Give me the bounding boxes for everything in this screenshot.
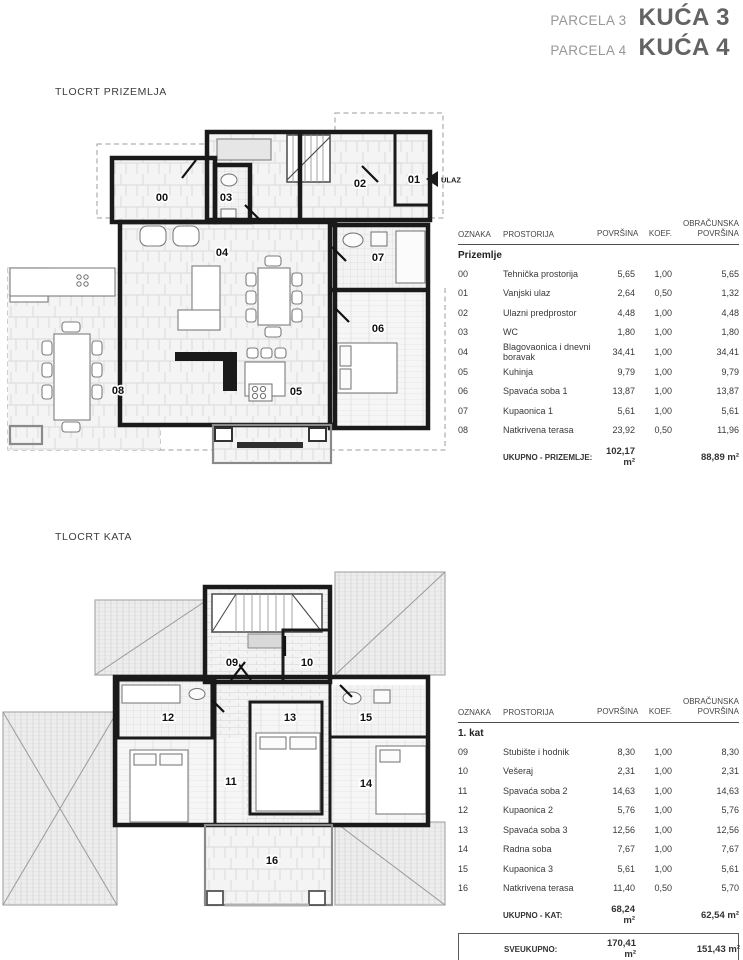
room-11-label: 11 [225, 776, 237, 788]
table-row [458, 382, 739, 402]
table-row [458, 284, 739, 304]
cell-prostorija: Stubište i hodnik [503, 746, 570, 757]
cell-oznaka: 03 [458, 327, 469, 338]
col-prostorija: PROSTORIJA [503, 708, 554, 717]
col-povrsina: POVRŠINA [597, 707, 639, 716]
grand-total-row [458, 933, 739, 960]
cell-povrsina: 11,40 [613, 883, 635, 894]
table-row [458, 840, 739, 860]
cell-obracunska: 5,76 [721, 805, 739, 816]
table-row [458, 801, 739, 821]
section-label: 1. kat [458, 728, 484, 739]
upper-total-row [458, 904, 739, 926]
cell-koef: 1,00 [654, 785, 672, 796]
cell-povrsina: 1,80 [617, 327, 635, 338]
grand-total-povrsina: 170,41 m² [606, 938, 636, 960]
cell-obracunska: 5,70 [721, 883, 739, 894]
cell-prostorija: Natkrivena terasa [503, 425, 574, 436]
cell-obracunska: 7,67 [721, 844, 739, 855]
cell-koef: 1,00 [654, 307, 672, 318]
total-obracunska: 88,89 m² [700, 451, 739, 463]
cell-prostorija: Kupaonica 3 [503, 863, 554, 874]
cell-koef: 1,00 [654, 805, 672, 816]
cell-koef: 1,00 [654, 824, 672, 835]
grand-total-label: SVEUKUPNO: [504, 944, 558, 954]
cell-prostorija: Radna soba [503, 844, 552, 855]
parcela-label: PARCELA 4 [550, 43, 627, 58]
ground-floor-plan [0, 108, 462, 480]
cell-koef: 1,00 [654, 863, 672, 874]
table-row [458, 362, 739, 382]
cell-obracunska: 5,65 [721, 268, 739, 279]
cell-prostorija: WC [503, 327, 518, 338]
cell-obracunska: 11,96 [717, 425, 739, 436]
cell-oznaka: 11 [458, 785, 468, 796]
cell-obracunska: 34,41 [716, 347, 739, 357]
area-table-upper [458, 697, 739, 960]
cell-obracunska: 5,61 [721, 405, 739, 416]
table-row [458, 401, 739, 421]
cell-obracunska: 1,80 [721, 327, 739, 338]
cell-prostorija: Spavaća soba 3 [503, 824, 568, 835]
col-koef: KOEF. [648, 229, 672, 238]
entrance-label: ULAZ [441, 175, 461, 185]
parcela-label: PARCELA 3 [550, 13, 627, 28]
table-row [458, 762, 739, 782]
room-00-label: 00 [155, 192, 169, 204]
cell-povrsina: 5,61 [617, 863, 635, 874]
cell-oznaka: 08 [458, 425, 469, 436]
cell-povrsina: 7,67 [617, 844, 635, 855]
cell-prostorija: Spavaća soba 2 [503, 785, 568, 796]
cell-prostorija: Vanjski ulaz [503, 288, 551, 299]
cell-koef: 1,00 [654, 766, 672, 777]
header [550, 4, 730, 64]
table-rows [458, 742, 739, 898]
area-table-ground [458, 219, 739, 468]
cell-povrsina: 8,30 [617, 746, 635, 757]
col-povrsina: POVRŠINA [597, 229, 639, 238]
upper-plan-title: TLOCRT KATA [55, 531, 133, 543]
table-row [458, 859, 739, 879]
table-header [458, 219, 739, 245]
cell-oznaka: 00 [458, 268, 469, 279]
cell-oznaka: 05 [458, 366, 469, 377]
cell-prostorija: Vešeraj [503, 766, 534, 777]
room-04-label: 04 [215, 247, 229, 259]
cell-prostorija: Kupaonica 1 [503, 405, 554, 416]
cell-koef: 1,00 [654, 268, 672, 279]
room-12-label: 12 [161, 712, 175, 724]
ground-total-row [458, 446, 739, 468]
room-09-label: 09 [225, 657, 239, 669]
room-03-label: 03 [219, 192, 233, 204]
upper-floor-plan [0, 528, 462, 928]
col-oznaka: OZNAKA [458, 708, 491, 717]
house-title: KUĆA 3 [638, 4, 730, 31]
ground-plan-title: TLOCRT PRIZEMLJA [55, 86, 167, 98]
cell-koef: 1,00 [654, 347, 672, 357]
cell-povrsina: 9,79 [617, 366, 635, 377]
cell-obracunska: 5,61 [721, 863, 739, 874]
col-prostorija: PROSTORIJA [503, 230, 554, 239]
cell-povrsina: 5,61 [617, 405, 635, 416]
cell-obracunska: 14,63 [716, 785, 739, 796]
table-row [458, 342, 739, 362]
cell-koef: 1,00 [654, 386, 672, 397]
col-oznaka: OZNAKA [458, 230, 491, 239]
room-13-label: 13 [283, 712, 297, 724]
cell-oznaka: 09 [458, 746, 469, 757]
cell-prostorija: Spavaća soba 1 [503, 386, 568, 397]
room-14-label: 14 [359, 778, 373, 790]
house-title: KUĆA 4 [638, 34, 730, 61]
cell-obracunska: 8,30 [721, 746, 739, 757]
cell-obracunska: 4,48 [721, 307, 739, 318]
grand-total-obracunska: 151,43 m² [696, 943, 740, 955]
room-05-label: 05 [289, 386, 303, 398]
cell-povrsina: 34,41 [612, 347, 635, 357]
room-07-label: 07 [371, 252, 385, 264]
cell-povrsina: 5,65 [617, 268, 635, 279]
cell-koef: 1,00 [654, 366, 672, 377]
table-row [458, 742, 739, 762]
cell-povrsina: 23,92 [612, 425, 635, 436]
cell-povrsina: 2,31 [617, 766, 635, 777]
cell-obracunska: 13,87 [716, 386, 739, 397]
col-obracunska: OBRAČUNSKA POVRŠINA [682, 219, 739, 238]
cell-koef: 1,00 [654, 327, 672, 338]
header-row [550, 4, 730, 34]
room-06-label: 06 [371, 323, 385, 335]
room-15-label: 15 [359, 712, 373, 724]
room-10-label: 10 [300, 657, 314, 669]
table-row [458, 879, 739, 899]
section-label: Prizemlje [458, 250, 502, 261]
total-povrsina: 68,24 m² [611, 904, 635, 926]
cell-povrsina: 5,76 [617, 805, 635, 816]
cell-povrsina: 13,87 [612, 386, 635, 397]
table-row [458, 781, 739, 801]
cell-prostorija: Ulazni predprostor [503, 307, 577, 318]
cell-povrsina: 2,64 [617, 288, 635, 299]
cell-koef: 1,00 [654, 746, 672, 757]
cell-obracunska: 1,32 [721, 288, 739, 299]
cell-obracunska: 9,79 [721, 366, 739, 377]
table-rows [458, 264, 739, 440]
cell-oznaka: 15 [458, 863, 469, 874]
cell-koef: 0,50 [654, 883, 672, 894]
room-08-label: 08 [111, 385, 125, 397]
cell-oznaka: 07 [458, 405, 469, 416]
header-row [550, 34, 730, 64]
cell-prostorija: Kuhinja [503, 366, 534, 377]
total-povrsina: 102,17 m² [605, 446, 635, 468]
cell-oznaka: 12 [458, 805, 469, 816]
cell-obracunska: 12,56 [716, 824, 739, 835]
cell-obracunska: 2,31 [721, 766, 739, 777]
cell-prostorija: Blagovaonica i dnevni boravak [503, 342, 591, 362]
cell-oznaka: 02 [458, 307, 469, 318]
table-row [458, 303, 739, 323]
cell-koef: 0,50 [654, 288, 672, 299]
table-header [458, 697, 739, 723]
col-koef: KOEF. [648, 707, 672, 716]
cell-prostorija: Kupaonica 2 [503, 805, 554, 816]
cell-koef: 1,00 [654, 405, 672, 416]
cell-prostorija: Tehnička prostorija [503, 268, 579, 279]
cell-koef: 0,50 [654, 425, 672, 436]
cell-oznaka: 10 [458, 766, 469, 777]
cell-prostorija: Natkrivena terasa [503, 883, 574, 894]
cell-oznaka: 04 [458, 347, 469, 357]
col-obracunska: OBRAČUNSKA POVRŠINA [682, 697, 739, 716]
cell-oznaka: 13 [458, 824, 469, 835]
cell-povrsina: 14,63 [612, 785, 635, 796]
total-label: UKUPNO - PRIZEMLJE: [503, 452, 593, 462]
room-02-label: 02 [353, 178, 367, 190]
room-16-label: 16 [265, 855, 279, 867]
cell-oznaka: 14 [458, 844, 469, 855]
cell-povrsina: 12,56 [612, 824, 635, 835]
room-01-label: 01 [407, 174, 421, 186]
cell-povrsina: 4,48 [617, 307, 635, 318]
cell-oznaka: 16 [458, 883, 469, 894]
table-row [458, 323, 739, 343]
cell-oznaka: 01 [458, 288, 469, 299]
table-row [458, 820, 739, 840]
total-label: UKUPNO - KAT: [503, 910, 563, 920]
cell-oznaka: 06 [458, 386, 469, 397]
total-obracunska: 62,54 m² [700, 909, 739, 921]
table-row [458, 421, 739, 441]
table-row [458, 264, 739, 284]
cell-koef: 1,00 [654, 844, 672, 855]
